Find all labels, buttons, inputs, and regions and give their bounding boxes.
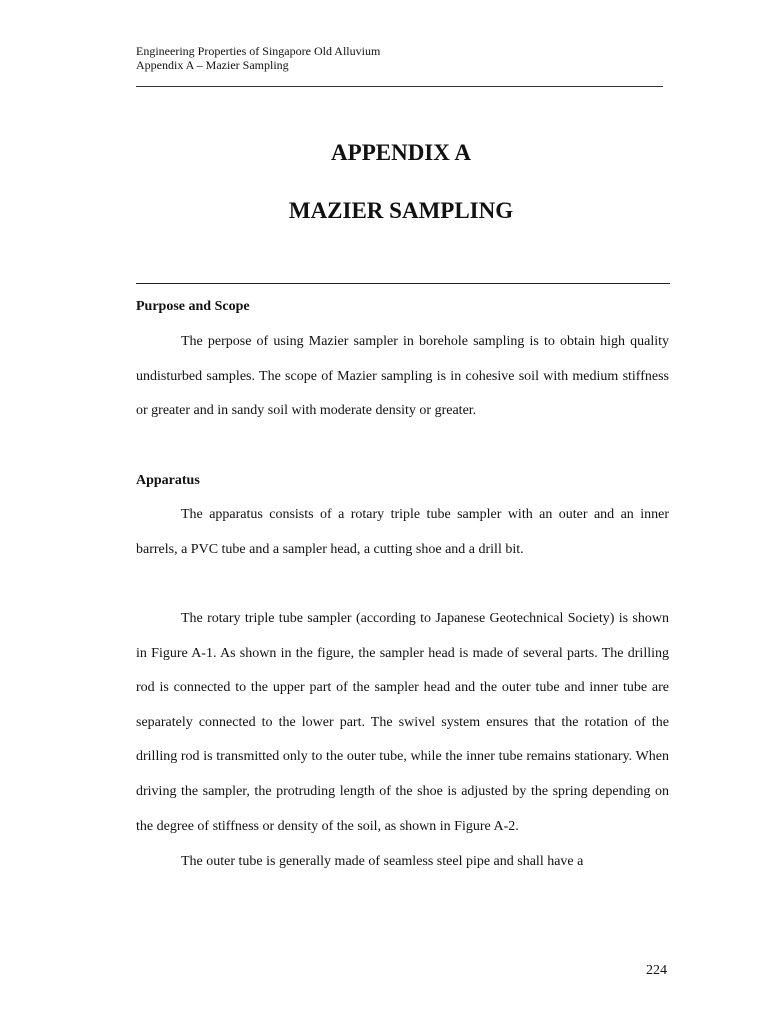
paragraph-purpose: The perpose of using Mazier sampler in borehole sampling is to obtain high quality undisturbed samples. The scope of Mazier sampling is in cohesive soil with medium stiffness or greater and in sandy soil with moderate density or greater. bbox=[136, 334, 669, 419]
header-document-title: Engineering Properties of Singapore Old Alluvium bbox=[136, 44, 381, 58]
appendix-title: MAZIER SAMPLING bbox=[288, 198, 514, 223]
header-section-title: Appendix A – Mazier Sampling bbox=[136, 58, 289, 72]
page-number: 224 bbox=[646, 963, 667, 978]
paragraph-apparatus-components: The apparatus consists of a rotary triple tube sampler with an outer and an inner barrels, a PVC tube and a sampler head, a cutting shoe and a drill bit. bbox=[136, 507, 669, 557]
heading-apparatus: Apparatus bbox=[136, 473, 200, 488]
paragraph-triple-tube-sampler: The rotary triple tube sampler (according to Japanese Geotechnical Society) is shown in Figure A-1. As shown in the figure, the sampler head is made of several parts. The drilling rod is connected to the upper part of the sampler head and the outer tube and inner tube are separately connected to the lower part. The swivel system ensures that the rotation of the drilling rod is transmitted only to the outer tube, while the inner tube remains stationary. When driving the sampler, the protruding length of the shoe is adjusted by the spring depending on the degree of stiffness or density of the soil, as shown in Figure A-2. bbox=[136, 611, 669, 834]
title-divider bbox=[136, 283, 670, 284]
header-divider bbox=[136, 86, 663, 87]
appendix-label: APPENDIX A bbox=[331, 140, 471, 165]
running-header bbox=[136, 44, 380, 72]
heading-purpose-and-scope: Purpose and Scope bbox=[136, 299, 250, 314]
paragraph-outer-tube: The outer tube is generally made of seamless steel pipe and shall have a bbox=[181, 854, 584, 869]
